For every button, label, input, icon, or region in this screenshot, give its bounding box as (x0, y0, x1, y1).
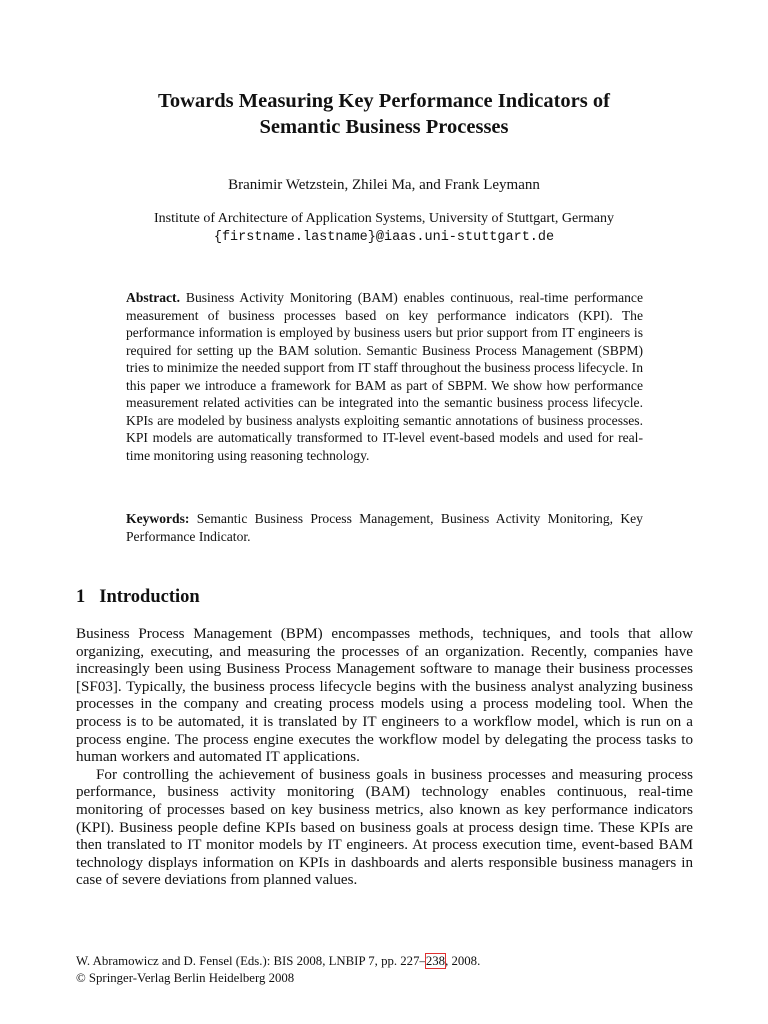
keywords-text: Semantic Business Process Management, Business Activity Monitoring, Key Performance Indicator. (126, 511, 643, 544)
section-heading-introduction (76, 586, 200, 608)
affiliation: Institute of Architecture of Application Systems, University of Stuttgart, Germany (154, 211, 614, 226)
keywords (126, 510, 643, 545)
title-line-2: Semantic Business Processes (259, 116, 509, 138)
page-footer (76, 953, 480, 986)
citation-prefix: W. Abramowicz and D. Fensel (Eds.): BIS 2008, LNBIP 7, pp. 227– (76, 954, 426, 968)
abstract-text: Business Activity Monitoring (BAM) enables continuous, real-time performance measurement of business processes based on key performance indicators (KPI). The performance information is employed by business users but prior support from IT engineers is required for setting up the BAM solution. Semantic Business Process Management (SBPM) tries to minimize the needed support from IT staff throughout the business process lifecycle. In this paper we introduce a framework for BAM as part of SBPM. We show how performance measurement related activities can be integrated into the semantic business process lifecycle. KPIs are modeled by business analysts exploiting semantic annotations of business processes. KPI models are automatically transformed to IT-level event-based models and used for real-time monitoring using reasoning technology. (126, 290, 643, 463)
abstract (126, 289, 643, 464)
introduction-body (76, 626, 693, 890)
title-line-1: Towards Measuring Key Performance Indicators of (158, 90, 610, 112)
citation-line (76, 953, 480, 970)
copyright-line: © Springer-Verlag Berlin Heidelberg 2008 (76, 970, 295, 985)
abstract-label: Abstract. (126, 290, 180, 305)
section-number: 1 (76, 587, 86, 607)
paragraph: For controlling the achievement of business goals in business processes and measuring process performance, business activity monitoring (BAM) technology enables continuous, real-time monitoring of processes based on key business metrics, also known as key performance indicators (KPI). Business people define KPIs based on business goals at process design time. These KPIs are then translated to IT monitor models by IT engineers. At process execution time, event-based BAM technology displays information on KPIs in dashboards and alerts responsible business managers in case of severe deviations from planned values. (76, 766, 693, 889)
paragraph: Business Process Management (BPM) encompasses methods, techniques, and tools that allow organizing, executing, and measuring the processes of an organization. Recently, companies have increasingly been using Business Process Management software to manage their business processes [SF03]. Typically, the business process lifecycle begins with the business analyst analyzing business processes in the company and creating process models using a process modeling tool. When the process is to be automated, it is translated by IT engineers to a workflow model, which is run on a process engine. The process engine executes the workflow model by delegating the process tasks to human workers and automated IT applications. (76, 626, 693, 766)
author-list: Branimir Wetzstein, Zhilei Ma, and Frank Leymann (228, 177, 540, 193)
keywords-label: Keywords: (126, 511, 190, 526)
citation-suffix: , 2008. (445, 954, 481, 968)
paper-title (60, 88, 708, 140)
affiliation-block (60, 209, 708, 247)
page-range-link[interactable]: 238 (425, 954, 446, 968)
section-title: Introduction (99, 587, 200, 607)
author-email: {firstname.lastname}@iaas.uni-stuttgart.de (213, 230, 555, 245)
